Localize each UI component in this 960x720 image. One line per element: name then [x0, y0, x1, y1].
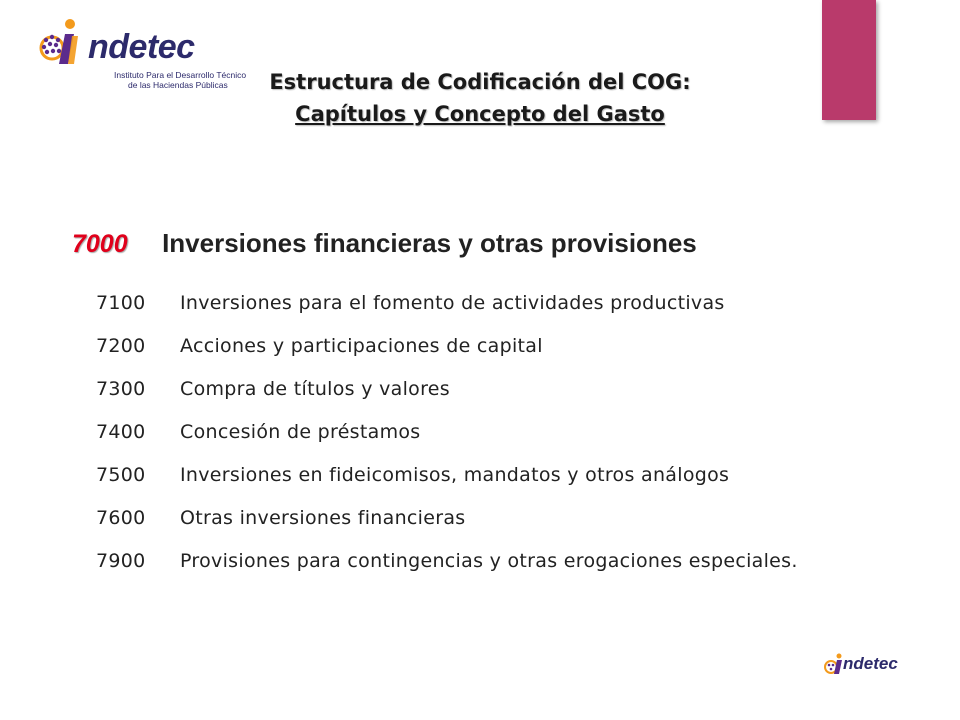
concept-code: 7300 — [96, 378, 146, 400]
concept-item — [96, 411, 856, 454]
chapter-title — [72, 228, 697, 259]
footer-logo-mark — [823, 652, 845, 678]
header-line-2: Capítulos y Concepto del Gasto — [295, 102, 665, 126]
concept-code: 7600 — [96, 507, 146, 529]
concept-code: 7900 — [96, 550, 146, 572]
logo-tagline-2: de las Haciendas Públicas — [128, 80, 228, 90]
logo-brand-text: ndetec — [88, 28, 195, 66]
concept-item — [96, 497, 856, 540]
footer-logo-text: ndetec — [843, 654, 898, 673]
concept-code: 7200 — [96, 335, 146, 357]
concept-code: 7400 — [96, 421, 146, 443]
concept-label: Inversiones para el fomento de actividades productivas — [180, 292, 725, 314]
concept-item — [96, 540, 856, 583]
concept-label: Inversiones en fideicomisos, mandatos y otros análogos — [180, 464, 730, 486]
concept-label: Provisiones para contingencias y otras erogaciones especiales. — [180, 550, 798, 572]
concept-label: Concesión de préstamos — [180, 421, 421, 443]
header-line-1: Estructura de Codificación del COG: — [269, 70, 691, 94]
logo-tagline-1: Instituto Para el Desarrollo Técnico — [114, 70, 247, 80]
footer-logo — [823, 652, 913, 680]
chapter-label: Inversiones financieras y otras provisiones — [162, 228, 697, 258]
concept-list — [96, 282, 856, 583]
concept-item — [96, 282, 856, 325]
concept-item — [96, 325, 856, 368]
concept-code: 7500 — [96, 464, 146, 486]
slide-header — [180, 66, 780, 130]
concept-item — [96, 454, 856, 497]
concept-label: Acciones y participaciones de capital — [180, 335, 543, 357]
concept-item — [96, 368, 856, 411]
concept-label: Compra de títulos y valores — [180, 378, 450, 400]
indetec-logo-mark — [36, 14, 96, 76]
concept-label: Otras inversiones financieras — [180, 507, 466, 529]
chapter-code: 7000 — [72, 230, 128, 258]
accent-bar — [822, 0, 876, 120]
concept-code: 7100 — [96, 292, 146, 314]
